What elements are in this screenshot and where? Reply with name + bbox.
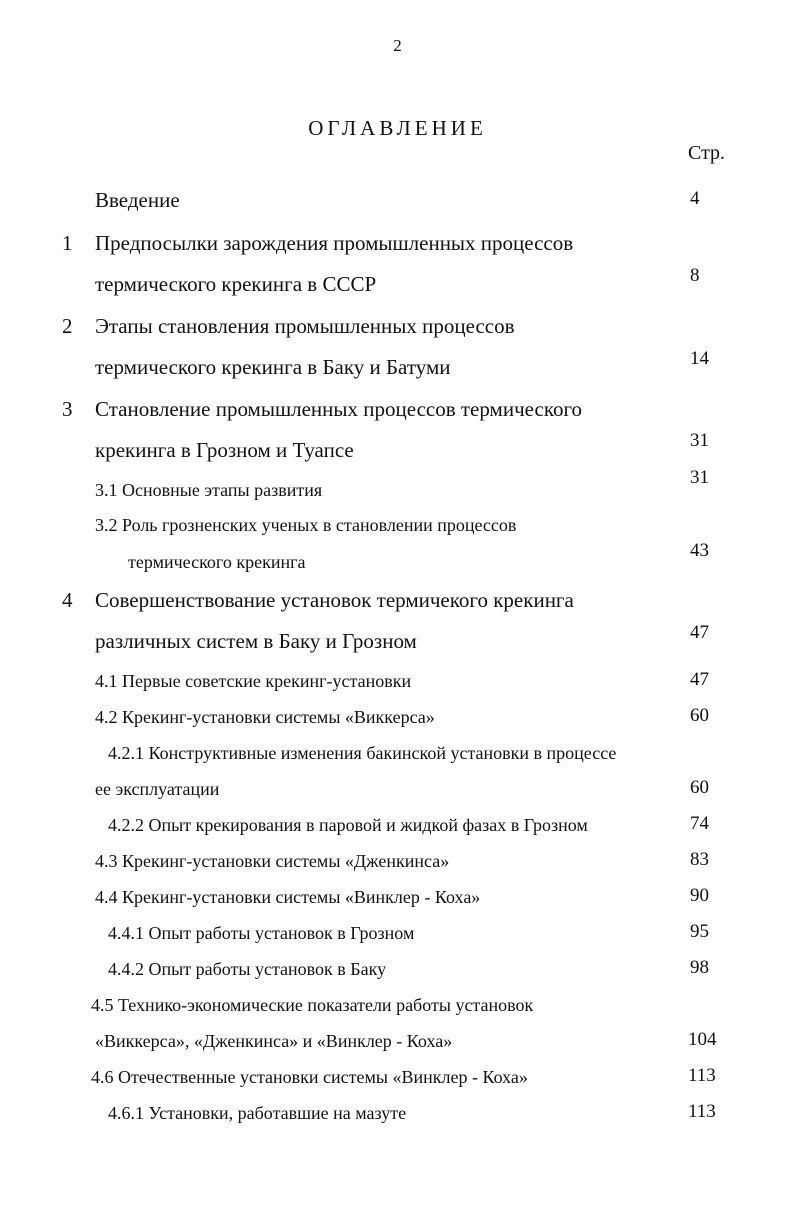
toc-entry-title: Совершенствование установок термичекого крекинга <box>95 588 574 612</box>
chapter-number: 4 <box>62 588 73 612</box>
toc-entry-page: 83 <box>690 849 709 870</box>
toc-entry-title: 3.1 Основные этапы развития <box>95 480 323 500</box>
toc-entry-page: 47 <box>690 622 709 643</box>
toc-entry-title-continued: термического крекинга <box>128 552 306 572</box>
toc-entry-title: Введение <box>95 188 180 212</box>
toc-entry-title: 3.2 Роль грозненских ученых в становлении процессов <box>95 515 517 535</box>
toc-entry-page: 98 <box>690 957 709 978</box>
toc-entry-title: 4.4.1 Опыт работы установок в Грозном <box>108 923 415 943</box>
toc-entry-page: 43 <box>690 540 709 561</box>
toc-entry-page: 74 <box>690 813 709 834</box>
toc-entry-page: 104 <box>688 1029 717 1050</box>
toc-entry-page: 31 <box>690 430 709 451</box>
chapter-number: 3 <box>62 397 73 421</box>
toc-entry-title: 4.2 Крекинг-установки системы «Виккерса» <box>95 707 435 727</box>
page-column-label: Стр. <box>688 142 726 164</box>
toc-entry-page: 60 <box>690 705 709 726</box>
toc-title: ОГЛАВЛЕНИЕ <box>308 116 487 140</box>
chapter-number: 2 <box>62 314 73 338</box>
toc-entry-title: 4.2.2 Опыт крекирования в паровой и жидкой фазах в Грозном <box>108 815 588 835</box>
toc-entry-page: 4 <box>690 188 700 209</box>
toc-entry-title: 4.2.1 Конструктивные изменения бакинской установки в процессе <box>108 743 617 763</box>
toc-entry-page: 31 <box>690 467 709 488</box>
chapter-number: 1 <box>62 231 73 255</box>
toc-entry-title: Этапы становления промышленных процессов <box>95 314 515 338</box>
toc-entry-page: 113 <box>688 1065 716 1086</box>
toc-entry-title: 4.4 Крекинг-установки системы «Винклер - Коха» <box>95 887 481 907</box>
toc-entry-title-continued: термического крекинга в СССР <box>95 272 377 296</box>
toc-entry-page: 60 <box>690 777 709 798</box>
toc-entry-title: 4.4.2 Опыт работы установок в Баку <box>108 959 387 979</box>
toc-entry-title-continued: ее эксплуатации <box>95 779 220 799</box>
toc-entry-title-continued: крекинга в Грозном и Туапсе <box>95 438 354 462</box>
toc-entry-page: 47 <box>690 669 709 690</box>
toc-entry-title: 4.5 Технико-экономические показатели работы установок <box>91 995 534 1015</box>
toc-entry-title-continued: различных систем в Баку и Грозном <box>95 629 417 653</box>
toc-entry-title: Становление промышленных процессов термического <box>95 397 583 421</box>
toc-entry-page: 14 <box>690 348 709 369</box>
toc-entry-page: 113 <box>688 1101 716 1122</box>
toc-entry-title: 4.1 Первые советские крекинг-установки <box>95 671 412 691</box>
toc-entry-page: 8 <box>690 265 700 286</box>
page-number: 2 <box>393 36 402 55</box>
toc-entry-title: Предпосылки зарождения промышленных процессов <box>95 231 574 255</box>
toc-entry-page: 95 <box>690 921 709 942</box>
toc-entry-title-continued: термического крекинга в Баку и Батуми <box>95 355 451 379</box>
toc-entry-title: 4.6 Отечественные установки системы «Винклер - Коха» <box>91 1067 528 1087</box>
toc-entry-title-continued: «Виккерса», «Дженкинса» и «Винклер - Коха» <box>95 1031 453 1051</box>
toc-entry-page: 90 <box>690 885 709 906</box>
toc-entry-title: 4.6.1 Установки, работавшие на мазуте <box>108 1103 407 1123</box>
toc-entry-title: 4.3 Крекинг-установки системы «Дженкинса» <box>95 851 450 871</box>
